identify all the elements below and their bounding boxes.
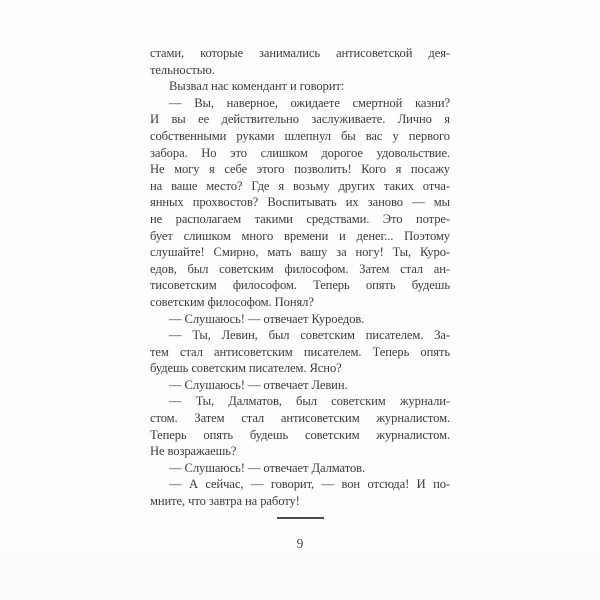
text-line: тисоветским философом. Теперь опять будешь (150, 278, 450, 293)
text-line: стами, которые занимались антисоветской дея- (150, 46, 450, 60)
text-line: Вызвал нас комендант и говорит: (169, 79, 345, 94)
text-line: — Слушаюсь! — отвечает Далматов. (169, 460, 366, 475)
text-line: не располагаем такими средствами. Это потре- (150, 211, 450, 226)
text-line: янных прохвостов? Воспитывать их заново — мы (150, 195, 450, 210)
text-line: — Ты, Далматов, был советским журнали- (169, 394, 450, 409)
page-text (150, 45, 450, 510)
text-line: — Вы, наверное, ожидаете смертной казни? (169, 95, 450, 110)
text-line: советским философом. Понял? (150, 294, 314, 309)
text-line: на ваше место? Где я возьму других таких отча- (150, 178, 450, 193)
text-line: едов, был советским философом. Затем стал ан- (150, 261, 450, 276)
text-line: Не возражаешь? (150, 444, 237, 459)
text-line: стом. Затем стал антисоветским журналистом. (150, 411, 450, 426)
text-block (150, 45, 450, 552)
text-line: бует слишком много времени и денег... Поэтому (150, 228, 450, 243)
text-line: забора. Но это слишком дорогое удовольствие. (150, 145, 450, 160)
section-divider (277, 517, 324, 519)
text-line: тельностью. (150, 62, 215, 77)
text-line: собственными руками шлепнул бы вас у первого (150, 128, 450, 143)
text-line: И вы ее действительно заслуживаете. Лично я (150, 112, 450, 127)
text-line: — Слушаюсь! — отвечает Куроедов. (169, 311, 365, 326)
text-line: Не могу я себе этого позволить! Кого я посажу (150, 162, 450, 177)
text-line: — А сейчас, — говорит, — вон отсюда! И по- (169, 477, 450, 492)
text-line: тем стал антисоветским писателем. Теперь опять (150, 344, 450, 359)
text-line: будешь советским писателем. Ясно? (150, 361, 342, 376)
text-line: мните, что завтра на работу! (150, 494, 300, 509)
text-line: Теперь опять будешь советским журналистом. (150, 427, 450, 442)
page-number: 9 (296, 535, 304, 551)
text-line: — Ты, Левин, был советским писателем. За- (169, 328, 450, 343)
text-line: — Слушаюсь! — отвечает Левин. (169, 377, 348, 392)
text-line: слушайте! Смирно, мать вашу за ногу! Ты, Куро- (150, 245, 450, 260)
